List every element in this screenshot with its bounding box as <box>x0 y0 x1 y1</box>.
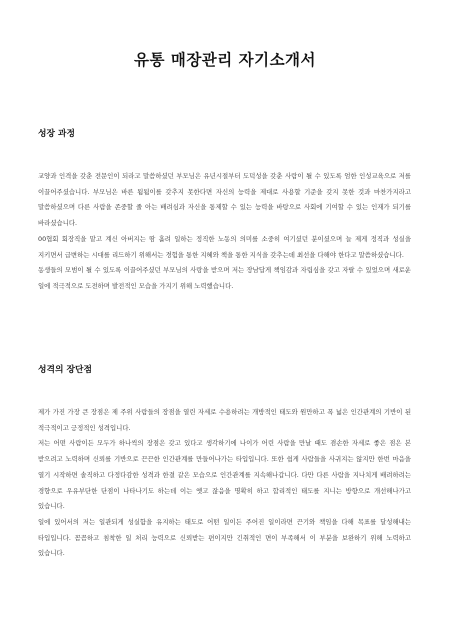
section-heading: 성격의 장단점 <box>38 365 93 375</box>
paragraph: 저는 어떤 사람이든 모두가 하나씩의 장점은 갖고 있다고 생각하기에 나이가 어린 사람을 만날 때도 겸손한 자세로 좋은 점은 본 받으려고 노력하며 신뢰를 기반으로 끈끈한 인간관계를 만들어나가는 타입입니다. 또한 쉽게 사람들을 사귀지는 않지만 한번 마음을 열기 시작하면 솔직하고 다정다감한 성격과 한결 같은 모습으로 인간관계를 지속해나갑니다. 다만 다른 사람을 지나치게 배려하려는 경향으로 우유부단한 단점이 나타나기도 하는데 이는 옛고 잖음을 명확히 하고 합리적인 태도를 지니는 방향으로 개선해나가고 있습니다. <box>38 439 411 511</box>
paragraph: 제가 가진 가장 큰 장점은 제 주위 사람들의 장점을 열린 자세로 수용하려는 개방적인 태도와 원만하고 폭 넓은 인간관계의 기반이 된 적극적이고 긍정적인 성격입니다. <box>38 408 411 432</box>
section-heading: 성장 과정 <box>38 129 76 139</box>
paragraph: 일에 있어서의 저는 일관되게 성실함을 유지하는 태도로 어떤 일이든 주어진 일이라면 끈기와 책임을 다해 목표를 달성해내는 타입입니다. 꼼꼼하고 침착한 일 처리 능력으로 신뢰받는 편이지만 긴취적인 면이 부족해서 이 부분을 보완하기 위해 노력하고 있습니다. <box>38 517 411 558</box>
paragraph: 교양과 인격을 갖춘 전문인이 되라고 말씀하셨던 부모님은 유년시절부터 도덕성을 갖춘 사람이 될 수 있도록 엄한 인성교육으로 저를 이끌어주셨습니다. 부모님은 바른 됨됨이를 갖추지 못한다면 자신의 능력을 제대로 사용할 기준을 갖지 못한 것과 마찬가지라고 말씀하셨으며 다른 사람을 존중할 줄 아는 배려심과 자신을 통제할 수 있는 능력을 바탕으로 사회에 기여할 수 있는 인재가 되기를 바라셨습니다. <box>38 172 411 228</box>
section-personality <box>38 362 411 562</box>
paragraph: 동생들의 모범이 될 수 있도록 이끌어주셨던 부모님의 사랑을 받으며 저는 장남답게 책임감과 자립심을 갖고 자랄 수 있었으며 새로운 일에 적극적으로 도전하며 발전적인 모습을 가지기 위해 노력했습니다. <box>38 266 411 290</box>
paragraph: 00협회 회장직을 맡고 계신 아버지는 땀 흘려 일하는 정직한 노동의 의미를 소중히 여기셨던 분이셨으며 늘 제게 정직과 성실을 지키면서 급변하는 시대를 리드하기 위해서는 경험을 통한 지혜와 책을 통한 지식을 갖추는데 최선을 다해야 한다고 말씀하셨습니다. <box>38 234 411 259</box>
section-growth <box>38 126 411 295</box>
document-title: 유통 매장관리 자기소개서 <box>134 50 316 69</box>
